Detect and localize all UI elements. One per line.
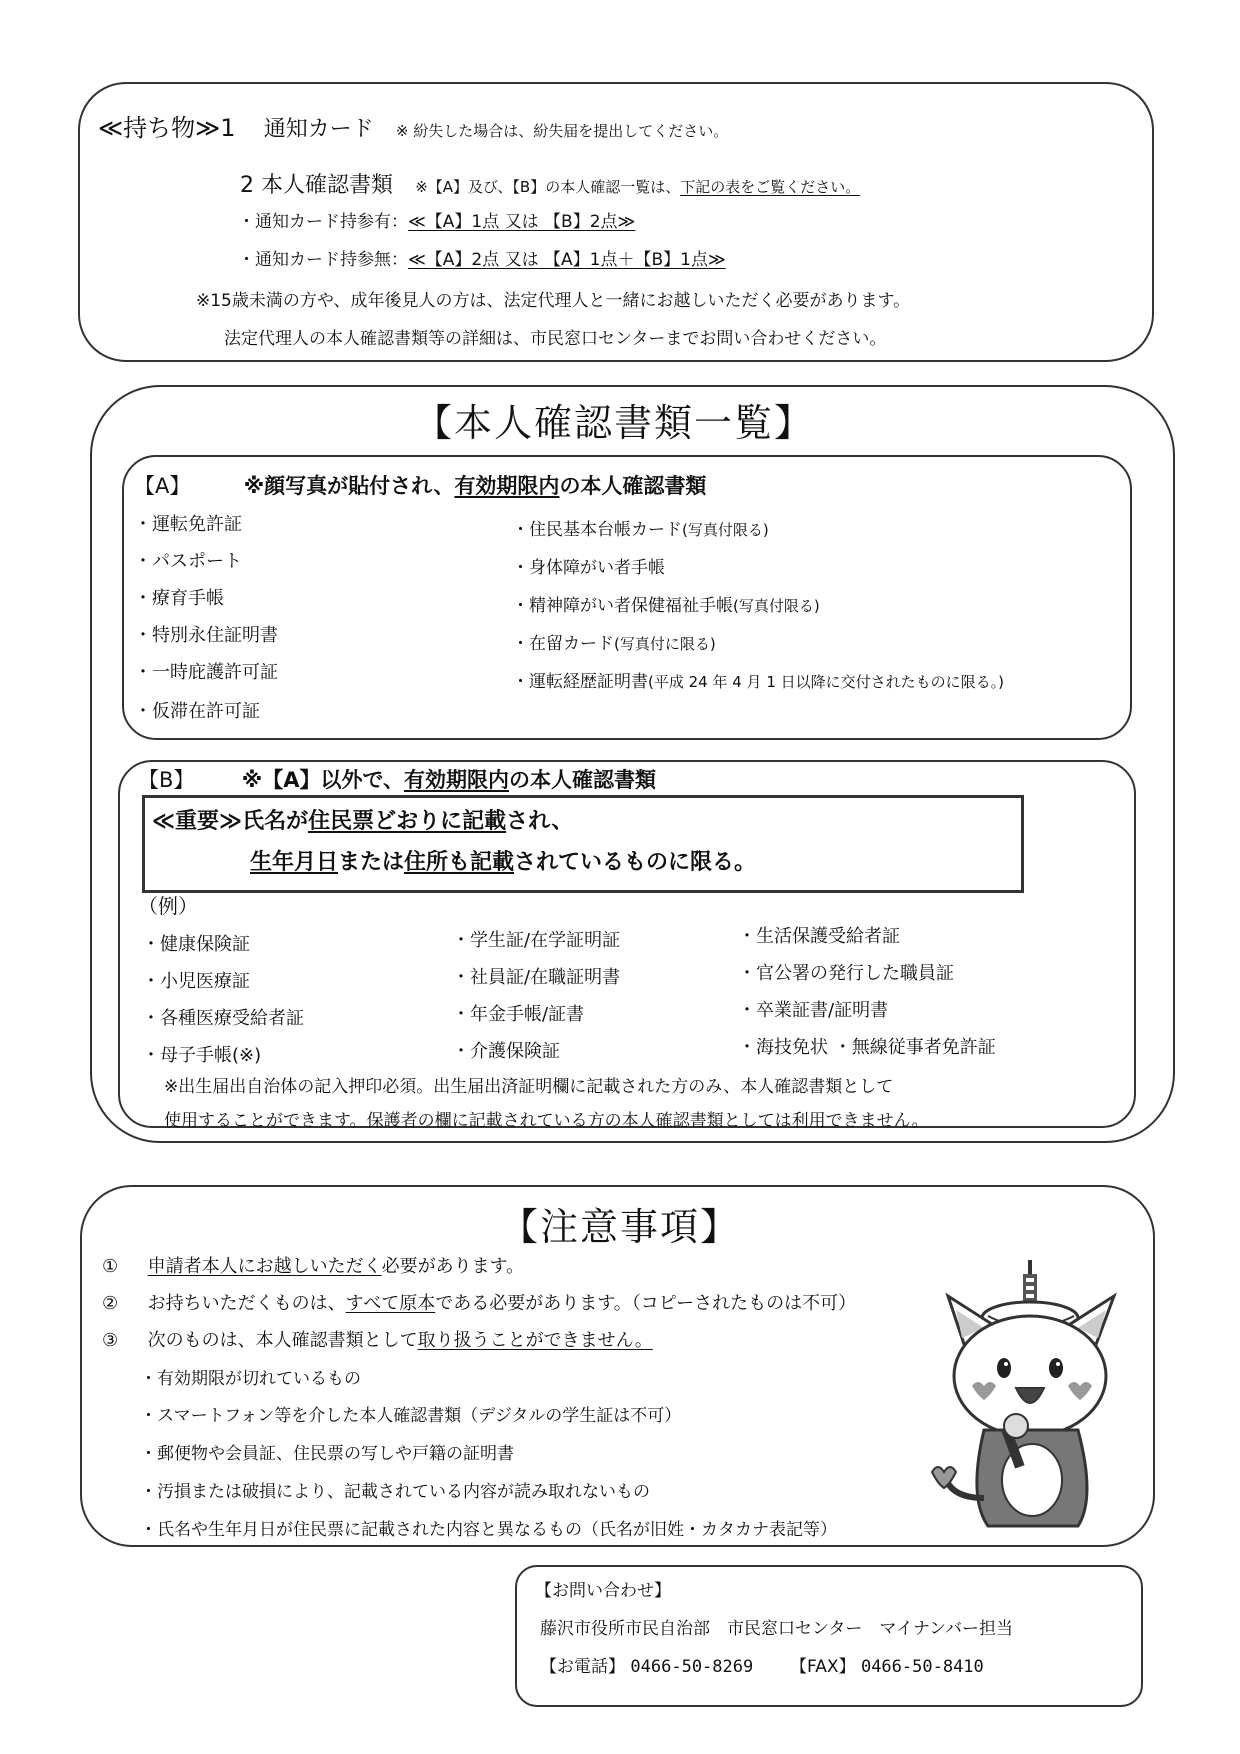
list-item: ・介護保険証: [452, 1041, 560, 1062]
item-main: ・身体障がい者手帳: [512, 558, 665, 578]
note-text: である必要があります。（コピーされたものは不可）: [435, 1293, 857, 1314]
list-item: ・郵便物や会員証、住民票の写しや戸籍の証明書: [140, 1444, 514, 1464]
note-text: お持ちいただくものは、: [147, 1293, 346, 1314]
b-heading: [138, 764, 656, 794]
item-note: (写真付限る): [733, 597, 820, 615]
items-note-2: 法定代理人の本人確認書類等の詳細は、市民窓口センターまでお問い合わせください。: [224, 329, 887, 349]
item-note: (写真付限る): [682, 521, 769, 539]
list-item: ・社員証/在職証明書: [452, 967, 621, 988]
items-note-1: ※15歳未満の方や、成年後見人の方は、法定代理人と一緒にお越しいただく必要があります。: [196, 291, 911, 311]
list-item: ・スマートフォン等を介した本人確認書類（デジタルの学生証は不可）: [140, 1406, 682, 1426]
a-heading-valid: 有効期限内: [454, 474, 560, 498]
with-card-label: ・通知カード持参有：: [238, 212, 408, 232]
list-item: ・生活保護受給者証: [738, 926, 900, 947]
list-item: ・卒業証書/証明書: [738, 1000, 889, 1021]
mascot-illustration: [928, 1258, 1143, 1538]
item-note: (平成 24 年 4 月 1 日以降に交付されたものに限る。): [648, 673, 1004, 691]
items-line-1: [98, 108, 728, 143]
a-heading-post: の本人確認書類: [559, 474, 707, 498]
b-heading-pre: ※【A】以外で、: [241, 768, 405, 792]
list-item: ・パスポート: [134, 551, 242, 572]
list-item: [512, 629, 716, 654]
important-text-u: 生年月日: [250, 850, 339, 875]
item2-note-link: 下記の表をご覧ください。: [680, 178, 861, 196]
note-text: 次のものは、本人確認書類として: [147, 1330, 418, 1351]
note-1: [102, 1252, 524, 1278]
important-text: され、: [506, 809, 574, 834]
items-heading: ≪持ち物≫1: [98, 114, 236, 142]
important-text: または: [338, 850, 405, 875]
important-text: されているものに限る。: [514, 850, 757, 875]
note-2: [102, 1289, 856, 1315]
item1-label: 通知カード: [263, 117, 374, 142]
tel-number[interactable]: 0466-50-8269: [630, 1657, 754, 1677]
list-item: ・氏名や生年月日が住民票に記載された内容と異なるもの（氏名が旧姓・カタカナ表記等）: [140, 1520, 837, 1540]
a-label: 【A】: [134, 474, 191, 498]
contact-phones: [540, 1652, 984, 1677]
note-text: 必要があります。: [381, 1256, 525, 1277]
a-heading: [134, 470, 706, 500]
with-card-line: [238, 207, 635, 232]
items-line-2: [240, 168, 860, 199]
fax-number: 0466-50-8410: [860, 1657, 984, 1677]
item-main: ・在留カード: [512, 634, 614, 654]
list-item: ・仮滞在許可証: [134, 701, 260, 722]
id-list-title: 【本人確認書類一覧】: [414, 401, 815, 445]
list-item: ・一時庇護許可証: [134, 662, 278, 683]
b-heading-valid: 有効期限内: [404, 768, 510, 792]
list-item: ・特別永住証明書: [134, 625, 278, 646]
list-item: [512, 553, 665, 578]
note-num: ②: [102, 1293, 119, 1314]
item1-note: ※ 紛失した場合は、紛失届を提出してください。: [395, 122, 729, 140]
list-item: [512, 667, 1004, 692]
list-item: [512, 515, 769, 540]
item-main: ・精神障がい者保健福祉手帳: [512, 596, 733, 616]
list-item: ・学生証/在学証明証: [452, 930, 621, 951]
list-item: ・官公署の発行した職員証: [738, 963, 954, 984]
item2-label: 2 本人確認書類: [240, 173, 393, 198]
important-line-1: [152, 804, 573, 835]
list-item: ・健康保険証: [142, 934, 250, 955]
list-item: ・年金手帳/証書: [452, 1004, 585, 1025]
important-text: ≪重要≫氏名が: [152, 809, 309, 834]
item2-note: ※【A】及び、【B】の本人確認一覧は、: [415, 178, 681, 196]
with-card-value: ≪【A】1点 又は 【B】2点≫: [408, 212, 636, 232]
notes-title: 【注意事項】: [500, 1205, 741, 1249]
note-num: ①: [102, 1256, 119, 1277]
without-card-line: [238, 245, 726, 270]
item-main: ・運転経歴証明書: [512, 672, 648, 692]
note-num: ③: [102, 1330, 119, 1351]
b-footnote-1: ※出生届出自治体の記入押印必須。出生届出済証明欄に記載された方のみ、本人確認書類として: [164, 1077, 894, 1097]
fax-label: 【FAX】: [790, 1657, 856, 1677]
note-text-u: 申請者本人にお越しいただく: [147, 1256, 382, 1277]
important-text-u: 住民票どおりに記載: [308, 809, 507, 834]
tel-label: 【お電話】: [540, 1657, 625, 1677]
list-item: ・各種医療受給者証: [142, 1008, 304, 1029]
contact-heading: 【お問い合わせ】: [535, 1581, 671, 1601]
list-item: ・運転免許証: [134, 514, 242, 535]
item-main: ・住民基本台帳カード: [512, 520, 682, 540]
list-item: ・海技免状 ・無線従事者免許証: [738, 1037, 996, 1058]
important-line-2: [250, 845, 756, 876]
b-footnote-2: 使用することができます。保護者の欄に記載されている方の本人確認書類としては利用できません。: [164, 1111, 929, 1131]
note-text-u: 取り扱うことができません。: [417, 1330, 653, 1351]
note-text-u: すべて原本: [345, 1293, 436, 1314]
list-item: ・有効期限が切れているもの: [140, 1369, 361, 1389]
example-label: （例）: [138, 894, 198, 918]
b-label: 【B】: [138, 768, 195, 792]
contact-org: 藤沢市役所市民自治部 市民窓口センター マイナンバー担当: [540, 1619, 1013, 1639]
b-heading-post: の本人確認書類: [509, 768, 657, 792]
without-card-value: ≪【A】2点 又は 【A】1点＋【B】1点≫: [408, 250, 726, 270]
note-3: [102, 1326, 653, 1352]
item-note: (写真付に限る): [614, 635, 716, 653]
list-item: ・療育手帳: [134, 588, 224, 609]
list-item: ・小児医療証: [142, 971, 250, 992]
list-item: ・汚損または破損により、記載されている内容が読み取れないもの: [140, 1482, 650, 1502]
list-item: ・母子手帳(※): [142, 1045, 262, 1066]
a-heading-pre: ※顔写真が貼付され、: [243, 474, 455, 498]
list-item: [512, 591, 820, 616]
without-card-label: ・通知カード持参無：: [238, 250, 408, 270]
important-text-u: 住所も記載: [404, 850, 515, 875]
